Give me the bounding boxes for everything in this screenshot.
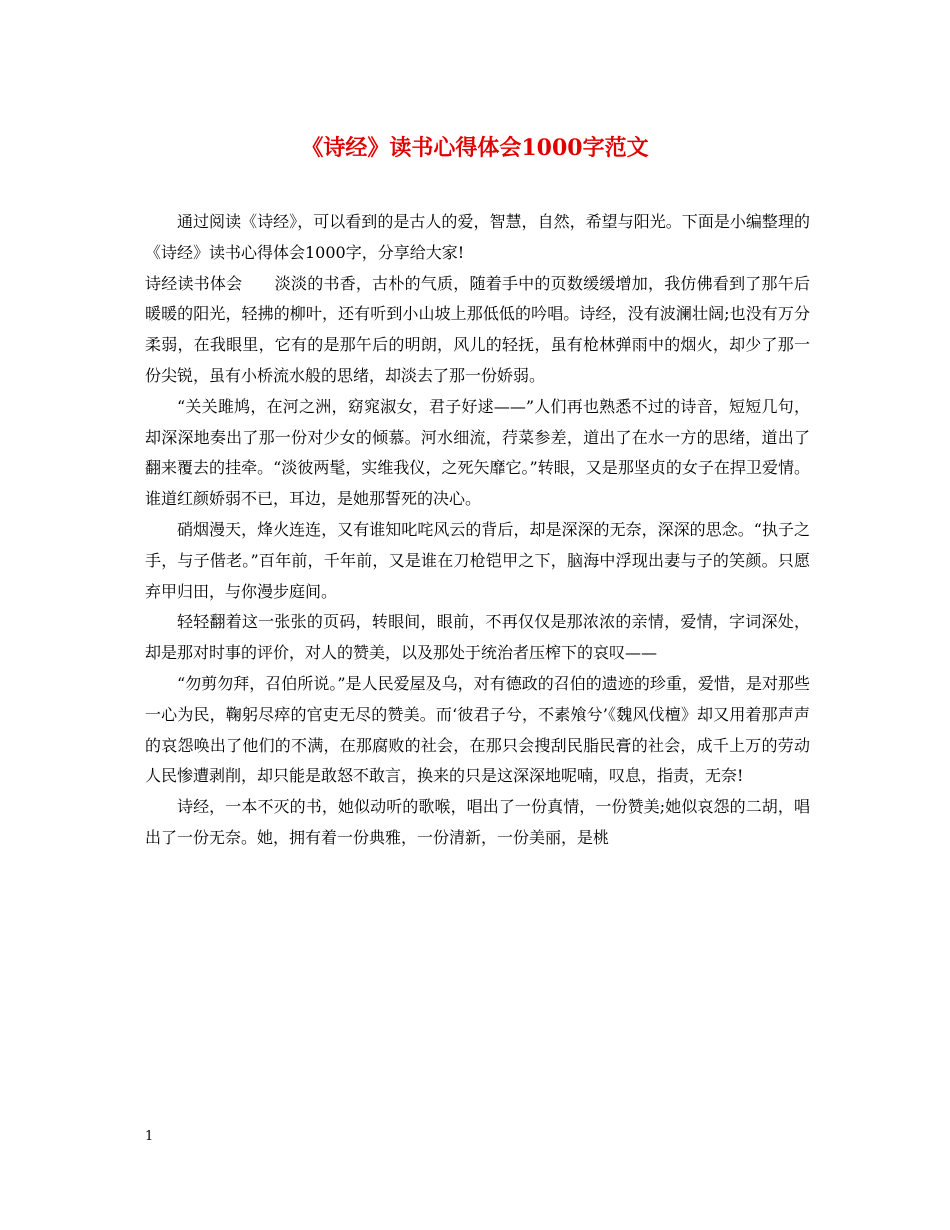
paragraph-intro: 通过阅读《诗经》，可以看到的是古人的爱，智慧，自然，希望与阳光。下面是小编整理的《诗经》读书心得体会1000字，分享给大家! <box>145 212 810 262</box>
paragraph-guanju: “关关雎鸠，在河之洲，窈窕淑女，君子好逑——”人们再也熟悉不过的诗音，短短几句，却深深地奏出了那一份对少女的倾慕。河水细流，荇菜参差，道出了在水一方的思绪，道出了翻来覆去的挂牵。“淡彼两髦，实维我仪，之死矢靡它。”转眼，又是那坚贞的女子在捍卫爱情。谁道红颜娇弱不已，耳边，是她那誓死的决心。 <box>145 396 810 509</box>
paragraph-pages: 轻轻翻着这一张张的页码，转眼间，眼前，不再仅仅是那浓浓的亲情，爱情，字词深处，却是那对时事的评价，对人的赞美，以及那处于统治者压榨下的哀叹—— <box>145 612 810 663</box>
paragraph-conclusion: 诗经，一本不灭的书，她似动听的歌喉，唱出了一份真情，一份赞美;她似哀怨的二胡，唱出了一份无奈。她，拥有着一份典雅，一份清新，一份美丽，是桃 <box>145 797 810 847</box>
paragraph-zhaobo: “勿剪勿拜，召伯所说。”是人民爱屋及乌，对有德政的召伯的遗迹的珍重，爱惜，是对那些一心为民，鞠躬尽瘁的官吏无尽的赞美。而‘彼君子兮，不素飧兮’《魏风伐檀》却又用着那声声的哀怨唤出了他们的不满，在那腐败的社会，在那只会搜刮民脂民膏的社会，成千上万的劳动人民惨遭剥削，却只能是敢怒不敢言，换来的只是这深深地呢喃，叹息，指责，无奈! <box>145 673 810 786</box>
document-title: 《诗经》读书心得体会1000字范文 <box>301 135 649 161</box>
document-body <box>145 207 810 854</box>
paragraph-reading-notes: 诗经读书体会 淡淡的书香，古朴的气质，随着手中的页数缓缓增加，我仿佛看到了那午后暖暖的阳光，轻拂的柳叶，还有听到小山坡上那低低的吟唱。诗经，没有波澜壮阔;也没有万分柔弱，在我眼里，它有的是那午后的明朗，风儿的轻抚，虽有枪林弹雨中的烟火，却少了那一份尖锐，虽有小桥流水般的思绪，却淡去了那一份娇弱。 <box>145 273 810 385</box>
page-number: 1 <box>145 1129 154 1144</box>
paragraph-war: 硝烟漫天，烽火连连，又有谁知叱咤风云的背后，却是深深的无奈，深深的思念。“执子之手，与子偕老。”百年前，千年前，又是谁在刀枪铠甲之下，脑海中浮现出妻与子的笑颜。只愿弃甲归田，与你漫步庭间。 <box>145 519 810 601</box>
